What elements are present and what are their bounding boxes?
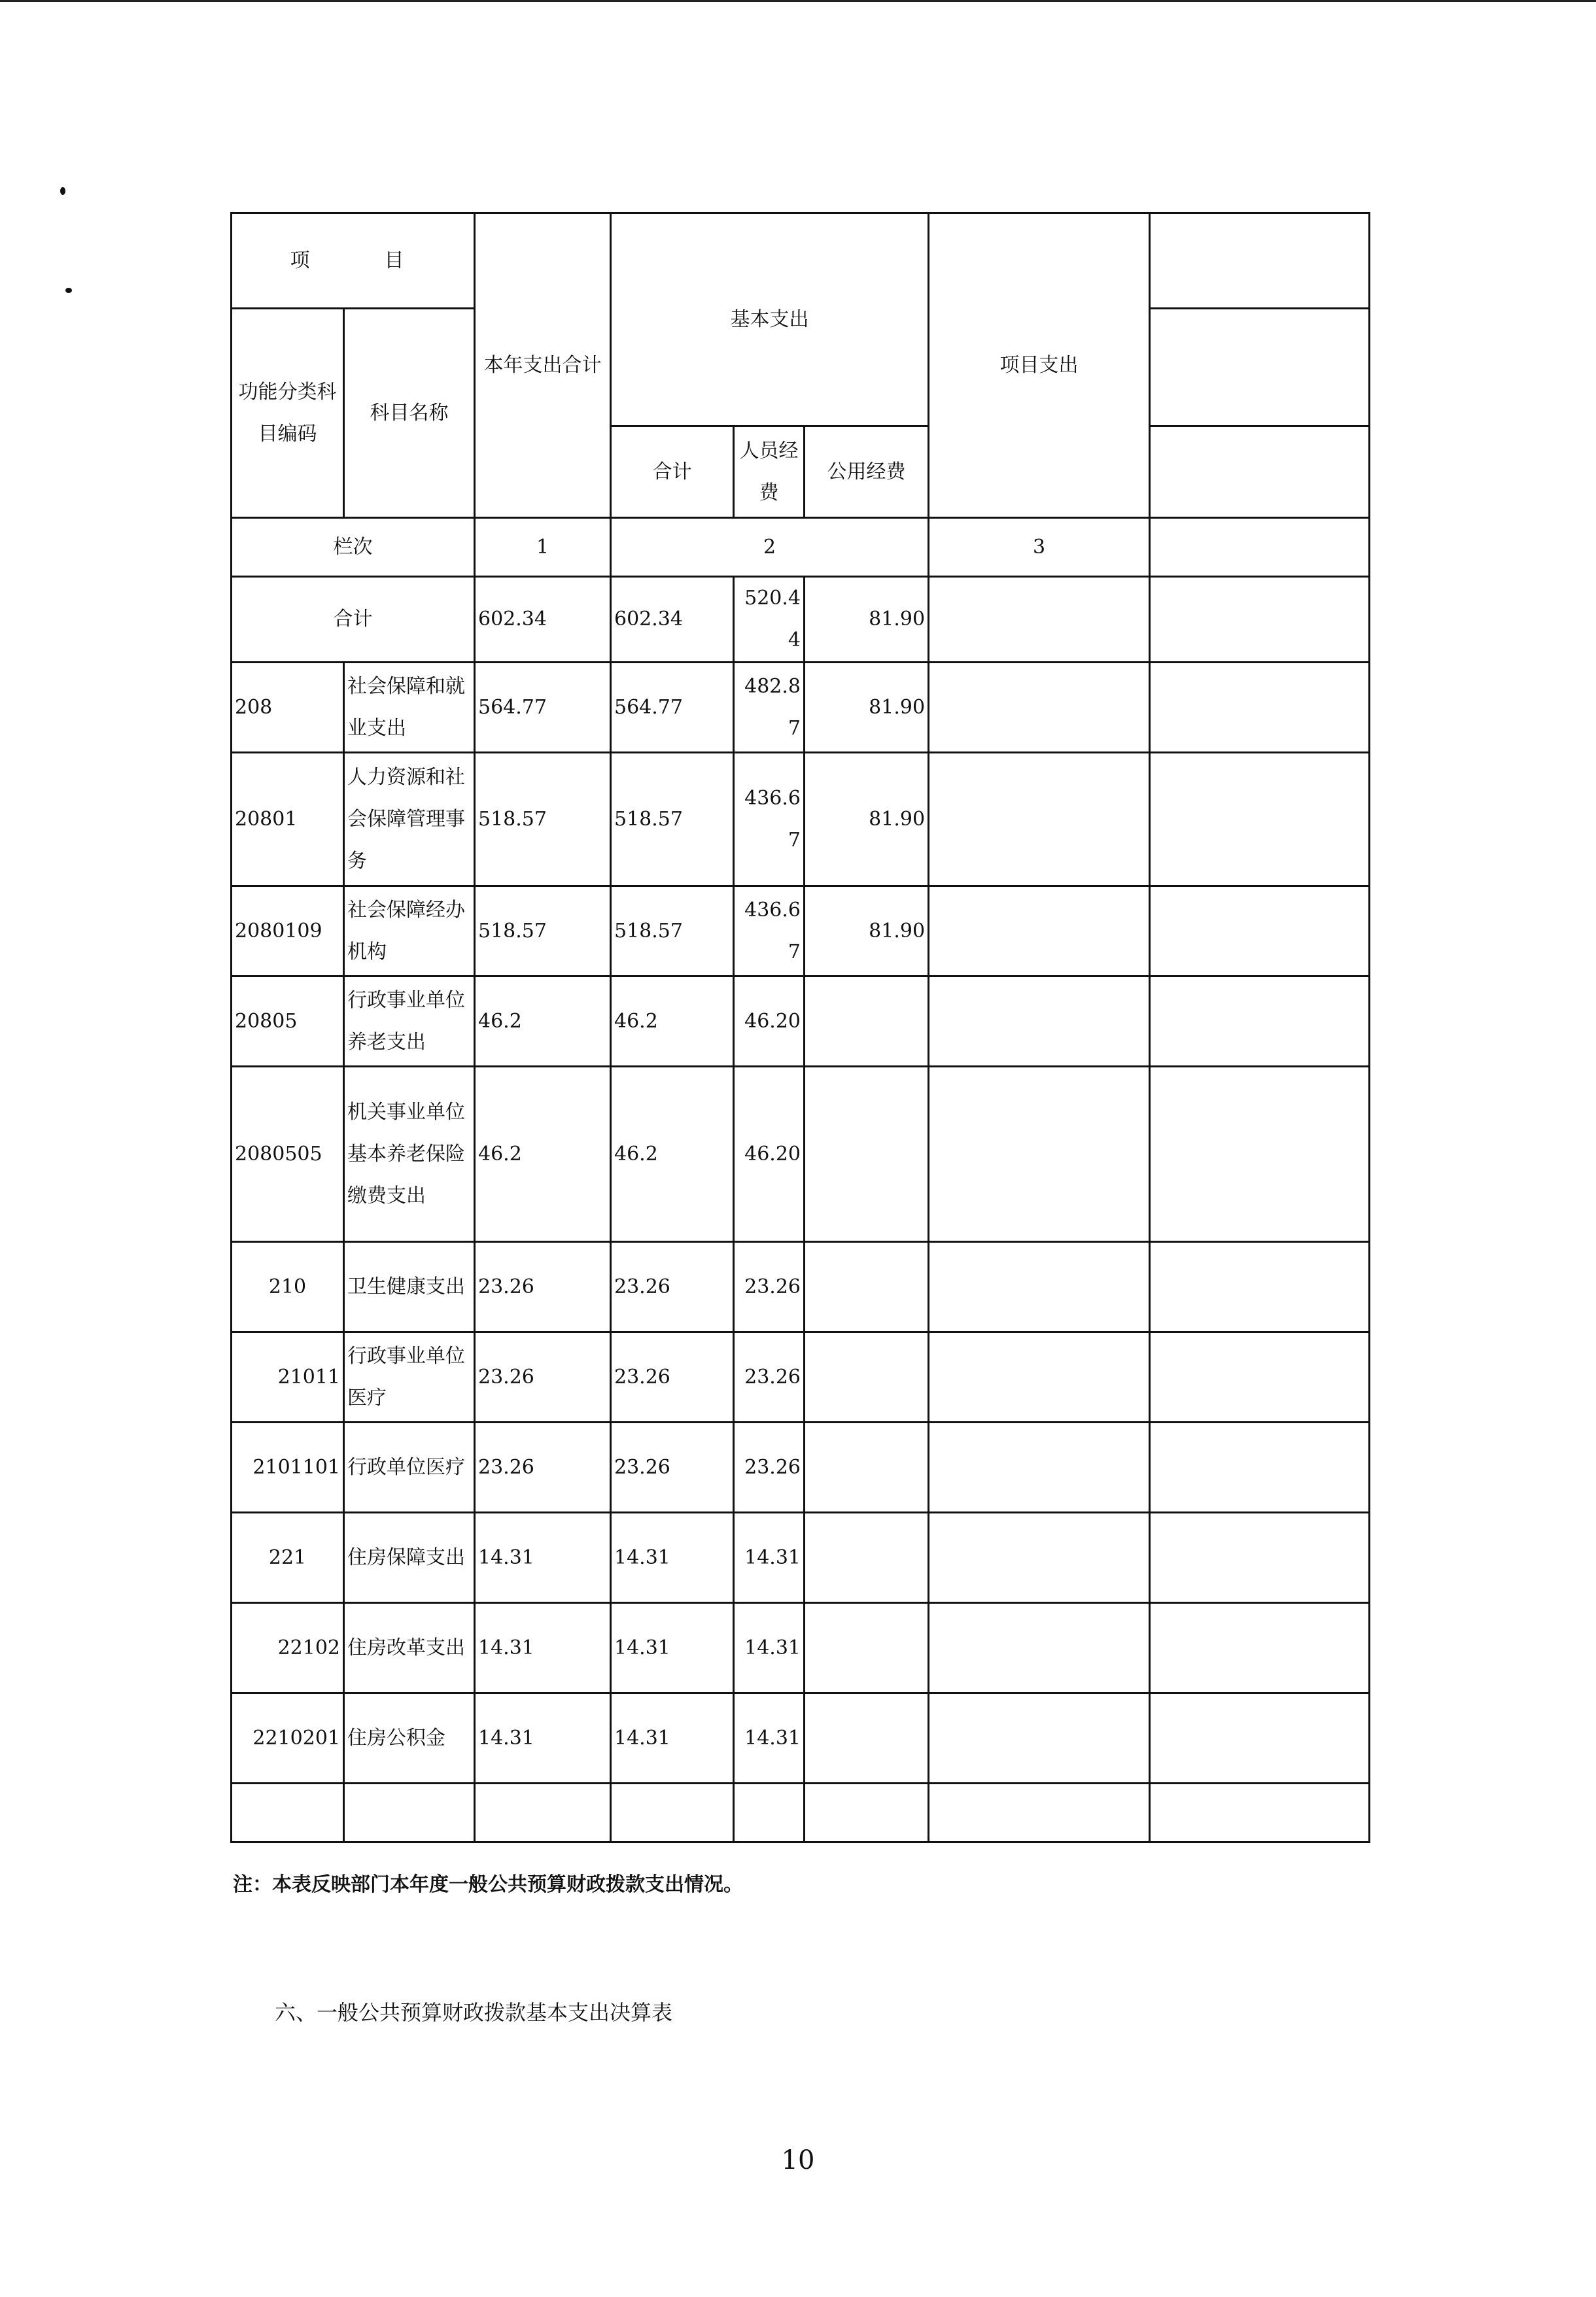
header-empty-cell xyxy=(1150,309,1370,426)
row-total: 14.31 xyxy=(475,1693,611,1784)
empty-cell xyxy=(232,1784,344,1842)
row-code: 20805 xyxy=(232,976,344,1067)
row-personnel: 14.31 xyxy=(734,1603,805,1693)
page-number: 10 xyxy=(781,2145,815,2175)
row-public xyxy=(805,1067,929,1242)
row-personnel: 46.20 xyxy=(734,1067,805,1242)
header-basic: 基本支出 xyxy=(611,213,929,426)
table-row xyxy=(232,976,1370,1067)
table-row xyxy=(232,1332,1370,1423)
row-personnel: 14.31 xyxy=(734,1693,805,1784)
row-personnel: 23.26 xyxy=(734,1423,805,1513)
row-basic-total: 46.2 xyxy=(611,976,734,1067)
row-basic-total: 14.31 xyxy=(611,1603,734,1693)
empty-cell xyxy=(1150,1513,1370,1603)
row-public xyxy=(805,1603,929,1693)
total-amount: 602.34 xyxy=(475,577,611,663)
total-label: 合计 xyxy=(232,577,475,663)
total-personnel: 520.44 xyxy=(734,577,805,663)
empty-cell xyxy=(929,1332,1150,1423)
row-name: 社会保障经办机构 xyxy=(344,886,475,976)
row-public xyxy=(805,1693,929,1784)
row-personnel: 436.67 xyxy=(734,886,805,976)
table-row xyxy=(232,1603,1370,1693)
table-row xyxy=(232,1067,1370,1242)
row-name: 行政单位医疗 xyxy=(344,1423,475,1513)
row-basic-total: 14.31 xyxy=(611,1693,734,1784)
header-name: 科目名称 xyxy=(344,309,475,518)
header-empty-cell xyxy=(1150,426,1370,518)
row-total: 23.26 xyxy=(475,1332,611,1423)
table-row xyxy=(232,1242,1370,1332)
row-public: 81.90 xyxy=(805,663,929,753)
row-name: 人力资源和社会保障管理事务 xyxy=(344,753,475,886)
row-code: 2080505 xyxy=(232,1067,344,1242)
scan-edge-line xyxy=(0,0,1596,2)
total-public: 81.90 xyxy=(805,577,929,663)
header-empty-cell xyxy=(1150,213,1370,309)
row-total: 14.31 xyxy=(475,1603,611,1693)
scan-speck xyxy=(65,288,72,293)
table-row xyxy=(232,663,1370,753)
row-name: 社会保障和就业支出 xyxy=(344,663,475,753)
table-row xyxy=(232,886,1370,976)
empty-cell xyxy=(1150,577,1370,663)
empty-cell xyxy=(929,886,1150,976)
empty-cell xyxy=(1150,976,1370,1067)
header-project-expenditure: 项目支出 xyxy=(929,213,1150,518)
row-code: 208 xyxy=(232,663,344,753)
empty-cell xyxy=(929,1784,1150,1842)
section-title: 六、一般公共预算财政拨款基本支出决算表 xyxy=(275,2000,673,2025)
header-total: 本年支出合计 xyxy=(475,213,611,518)
row-name: 住房保障支出 xyxy=(344,1513,475,1603)
row-total: 518.57 xyxy=(475,753,611,886)
row-personnel: 436.67 xyxy=(734,753,805,886)
row-code: 22102 xyxy=(232,1603,344,1693)
empty-cell xyxy=(1150,663,1370,753)
row-code: 221 xyxy=(232,1513,344,1603)
row-code: 21011 xyxy=(232,1332,344,1423)
header-public: 公用经费 xyxy=(805,426,929,518)
row-code: 2210201 xyxy=(232,1693,344,1784)
header-project: 项 目 xyxy=(232,213,475,309)
row-personnel: 46.20 xyxy=(734,976,805,1067)
empty-cell xyxy=(929,753,1150,886)
empty-cell xyxy=(929,1513,1150,1603)
table-row xyxy=(232,1423,1370,1513)
row-total: 23.26 xyxy=(475,1242,611,1332)
row-code: 210 xyxy=(232,1242,344,1332)
table-note: 注：本表反映部门本年度一般公共预算财政拨款支出情况。 xyxy=(233,1873,743,1896)
row-total: 46.2 xyxy=(475,976,611,1067)
empty-cell xyxy=(1150,518,1370,577)
row-basic-total: 23.26 xyxy=(611,1423,734,1513)
empty-cell xyxy=(929,976,1150,1067)
empty-cell xyxy=(1150,1784,1370,1842)
empty-cell xyxy=(475,1784,611,1842)
empty-cell xyxy=(1150,1067,1370,1242)
row-basic-total: 14.31 xyxy=(611,1513,734,1603)
row-name: 住房公积金 xyxy=(344,1693,475,1784)
row-public xyxy=(805,1423,929,1513)
row-total: 14.31 xyxy=(475,1513,611,1603)
empty-cell xyxy=(929,663,1150,753)
budget-expenditure-table xyxy=(230,212,1370,1843)
empty-cell xyxy=(1150,1332,1370,1423)
row-total: 564.77 xyxy=(475,663,611,753)
row-public xyxy=(805,976,929,1067)
table-row xyxy=(232,753,1370,886)
empty-cell xyxy=(805,1784,929,1842)
row-name: 行政事业单位医疗 xyxy=(344,1332,475,1423)
row-personnel: 23.26 xyxy=(734,1242,805,1332)
row-basic-total: 23.26 xyxy=(611,1332,734,1423)
row-basic-total: 564.77 xyxy=(611,663,734,753)
empty-cell xyxy=(929,1693,1150,1784)
total-basic: 602.34 xyxy=(611,577,734,663)
empty-cell xyxy=(611,1784,734,1842)
row-code: 20801 xyxy=(232,753,344,886)
scan-speck xyxy=(60,187,65,195)
column-index-label: 栏次 xyxy=(232,518,475,577)
row-name: 机关事业单位基本养老保险缴费支出 xyxy=(344,1067,475,1242)
empty-cell xyxy=(929,577,1150,663)
empty-cell xyxy=(929,1423,1150,1513)
row-public xyxy=(805,1332,929,1423)
empty-cell xyxy=(1150,753,1370,886)
empty-cell xyxy=(929,1603,1150,1693)
header-personnel: 人员经费 xyxy=(734,426,805,518)
empty-cell xyxy=(929,1242,1150,1332)
row-personnel: 482.87 xyxy=(734,663,805,753)
empty-cell xyxy=(1150,1242,1370,1332)
table-row xyxy=(232,1513,1370,1603)
row-total: 23.26 xyxy=(475,1423,611,1513)
column-index-2: 2 xyxy=(611,518,929,577)
table-row xyxy=(232,1693,1370,1784)
row-public: 81.90 xyxy=(805,886,929,976)
empty-cell xyxy=(344,1784,475,1842)
row-total: 46.2 xyxy=(475,1067,611,1242)
empty-cell xyxy=(929,1067,1150,1242)
row-basic-total: 518.57 xyxy=(611,753,734,886)
row-basic-total: 46.2 xyxy=(611,1067,734,1242)
row-name: 卫生健康支出 xyxy=(344,1242,475,1332)
row-name: 住房改革支出 xyxy=(344,1603,475,1693)
row-public xyxy=(805,1513,929,1603)
row-personnel: 14.31 xyxy=(734,1513,805,1603)
row-code: 2080109 xyxy=(232,886,344,976)
empty-cell xyxy=(1150,1693,1370,1784)
empty-cell xyxy=(1150,1423,1370,1513)
row-name: 行政事业单位养老支出 xyxy=(344,976,475,1067)
empty-cell xyxy=(734,1784,805,1842)
empty-row xyxy=(232,1784,1370,1842)
empty-cell xyxy=(1150,1603,1370,1693)
empty-cell xyxy=(1150,886,1370,976)
header-code: 功能分类科目编码 xyxy=(232,309,344,518)
total-row xyxy=(232,577,1370,663)
column-index-1: 1 xyxy=(475,518,611,577)
header-basic-total: 合计 xyxy=(611,426,734,518)
row-total: 518.57 xyxy=(475,886,611,976)
column-index-3: 3 xyxy=(929,518,1150,577)
row-basic-total: 23.26 xyxy=(611,1242,734,1332)
row-public xyxy=(805,1242,929,1332)
row-personnel: 23.26 xyxy=(734,1332,805,1423)
row-public: 81.90 xyxy=(805,753,929,886)
row-basic-total: 518.57 xyxy=(611,886,734,976)
row-code: 2101101 xyxy=(232,1423,344,1513)
